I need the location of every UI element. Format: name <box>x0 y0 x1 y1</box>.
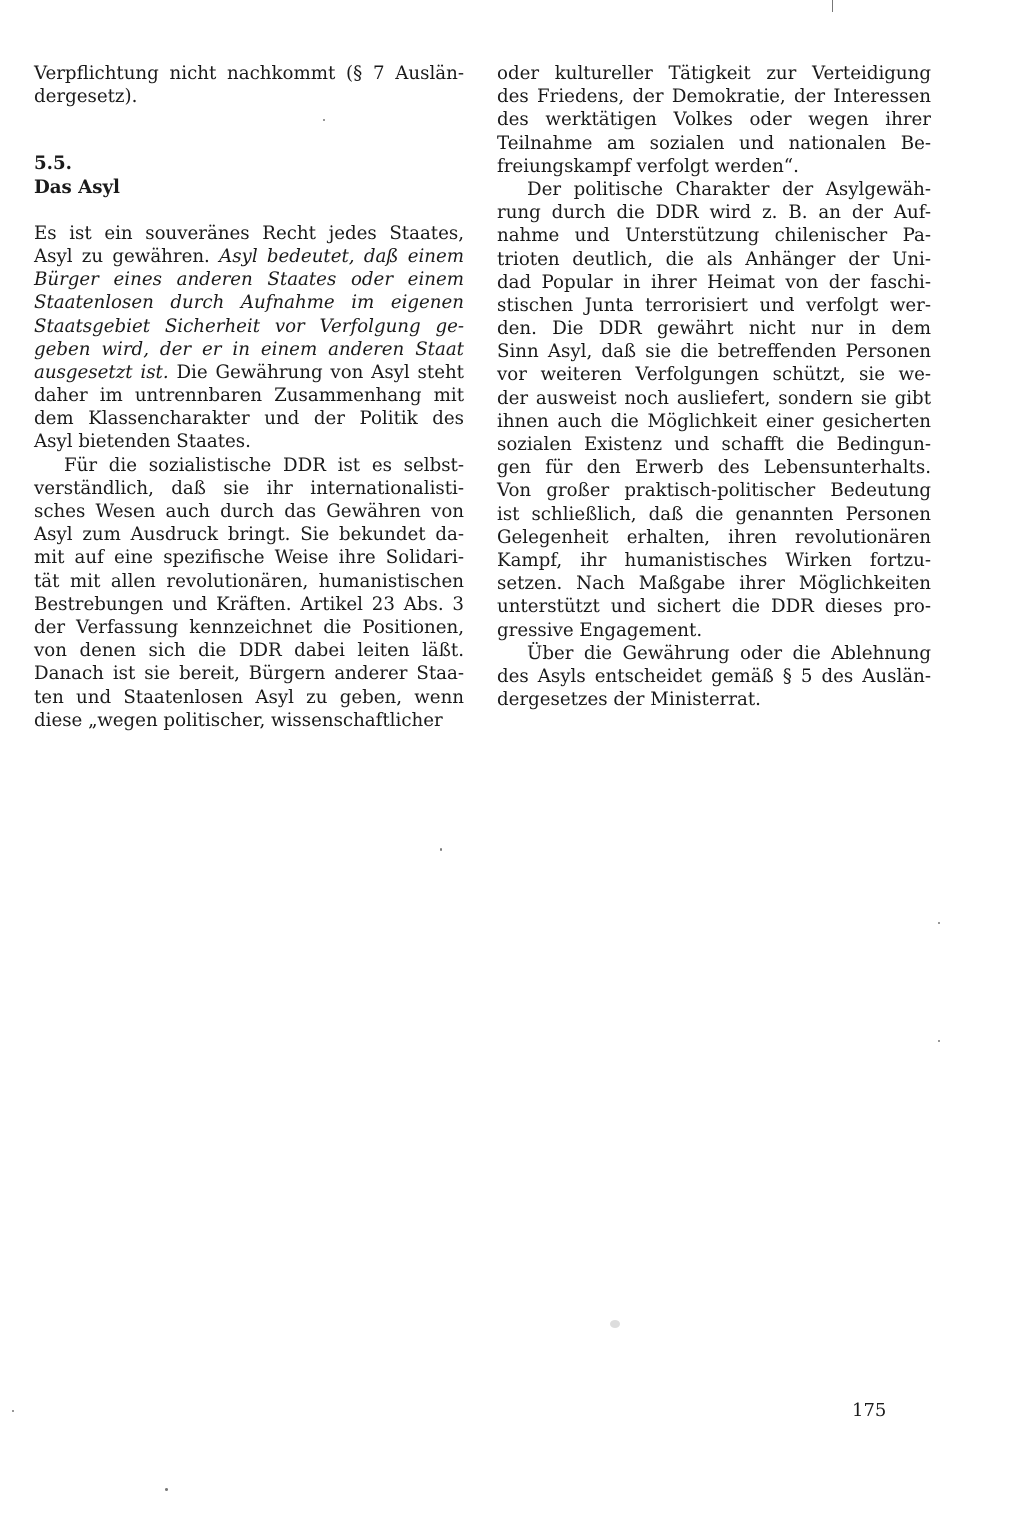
text-line: Teilnahme am sozialen und nationalen Be- <box>497 132 931 154</box>
scan-speck <box>12 1410 14 1412</box>
scan-speck <box>832 0 833 12</box>
text-segment: daher im untrennbaren Zusammenhang mit <box>34 385 464 407</box>
paragraph-quote-end <box>497 62 931 178</box>
text-line: ihnen auch die Möglichkeit einer gesicherten <box>497 410 931 432</box>
text-line: des werktätigen Volkes oder wegen ihrer <box>497 109 931 131</box>
text-line: freiungskampf verfolgt werden“. <box>497 155 799 177</box>
text-line: gen für den Erwerb des Lebensunterhalts. <box>497 457 931 479</box>
spacer <box>34 199 464 222</box>
text-line <box>34 222 464 245</box>
text-line: dad Popular in ihrer Heimat von der faschi- <box>497 271 931 293</box>
text-line: Kampf, ihr humanistisches Wirken fortzu- <box>497 549 931 571</box>
text-line: Für die sozialistische DDR ist es selbst- <box>64 454 464 476</box>
text-line: des Asyls entscheidet gemäß § 5 des Auslän- <box>497 665 931 687</box>
text-line: Der politische Charakter der Asylgewäh- <box>527 178 931 200</box>
left-column <box>34 62 464 732</box>
scan-speck <box>440 848 442 851</box>
scan-speck <box>165 1488 168 1491</box>
text-line: setzen. Nach Maßgabe ihrer Möglichkeiten <box>497 573 931 595</box>
italic-text: Staatsgebiet Sicherheit vor Verfolgung ge- <box>34 315 464 337</box>
text-line: dergesetzes der Ministerrat. <box>497 689 761 711</box>
text-line: dergesetz). <box>34 86 138 108</box>
italic-text: Bürger eines anderen Staates oder einem <box>34 269 464 291</box>
text-line: verständlich, daß sie ihr internationalisti- <box>34 477 464 499</box>
section-number: 5.5. <box>34 153 72 175</box>
text-line <box>34 384 464 407</box>
italic-text: ausgesetzt ist. <box>34 361 169 383</box>
text-segment: Asyl bietenden Staates. <box>34 431 251 453</box>
scan-speck <box>610 1320 620 1328</box>
text-line: sozialen Existenz und schafft die Bedingun- <box>497 434 931 455</box>
text-line: ist schließlich, daß die genannten Personen <box>497 503 931 525</box>
text-segment: Es ist ein souveränes Recht jedes Staates, <box>34 222 464 244</box>
text-line <box>34 291 464 314</box>
text-line <box>34 430 464 453</box>
italic-text: geben wird, der er in einem anderen Staat <box>34 338 464 360</box>
text-line: Über die Gewährung oder die Ablehnung <box>527 642 931 664</box>
right-column <box>497 62 931 711</box>
text-line: ten und Staatenlosen Asyl zu geben, wenn <box>34 686 464 708</box>
text-line: Sinn Asyl, daß sie die betreffenden Personen <box>497 341 931 363</box>
paragraph-political-character <box>497 178 931 642</box>
text-segment: Asyl zu gewähren. <box>34 245 220 267</box>
text-line: vor weiteren Verfolgungen schützt, sie we- <box>497 364 931 386</box>
text-line: der Verfassung kennzeichnet die Positionen, <box>34 616 464 638</box>
text-line: unterstützt und sichert die DDR dieses pro- <box>497 596 931 618</box>
text-line: des Friedens, der Demokratie, der Interessen <box>497 86 931 108</box>
text-line: der ausweist noch ausliefert, sondern sie gibt <box>497 387 931 409</box>
text-line <box>34 315 464 338</box>
text-line: tät mit allen revolutionären, humanistischen <box>34 570 464 592</box>
text-line: diese „wegen politischer, wissenschaftlicher <box>34 709 443 731</box>
scan-speck <box>938 922 940 924</box>
text-line: Danach ist sie bereit, Bürgern anderer Staa- <box>34 663 464 685</box>
text-line: Asyl zum Ausdruck bringt. Sie bekundet da- <box>34 524 464 546</box>
text-line: von denen sich die DDR dabei leiten läßt. <box>34 640 464 662</box>
page-number: 175 <box>852 1400 887 1421</box>
text-line: gressive Engagement. <box>497 619 703 641</box>
scan-speck <box>938 1040 940 1042</box>
italic-text: Asyl bedeutet, daß einem <box>219 245 464 267</box>
section-title: Das Asyl <box>34 176 120 198</box>
text-line <box>34 361 464 384</box>
text-line: Bestrebungen und Kräften. Artikel 23 Abs. 3 <box>34 593 464 615</box>
text-line: Von großer praktisch-politischer Bedeutung <box>497 480 931 502</box>
spacer <box>34 108 464 152</box>
text-line: mit auf eine spezifische Weise ihre Solidari- <box>34 547 464 569</box>
text-line <box>34 268 464 291</box>
text-line <box>34 407 464 430</box>
italic-text: Staatenlosen durch Aufnahme im eigenen <box>34 292 464 314</box>
text-line: stischen Junta terrorisiert und verfolgt wer- <box>497 294 931 316</box>
paragraph-ddr-asyl <box>34 454 464 732</box>
paragraph-decision <box>497 642 931 712</box>
text-line: rung durch die DDR wird z. B. an der Auf- <box>497 202 931 224</box>
text-line: trioten deutlich, die als Anhänger der Uni- <box>497 248 931 270</box>
text-line: Verpflichtung nicht nachkommt (§ 7 Auslän- <box>34 63 464 84</box>
scan-speck <box>323 119 325 121</box>
text-line: den. Die DDR gewährt nicht nur in dem <box>497 318 931 340</box>
paragraph-asyl-definition <box>34 222 464 454</box>
text-line: oder kultureller Tätigkeit zur Verteidigung <box>497 63 931 84</box>
text-line: Gelegenheit erhalten, ihren revolutionären <box>497 526 931 548</box>
text-segment: dem Klassencharakter und der Politik des <box>34 408 464 430</box>
text-line: nahme und Unterstützung chilenischer Pa- <box>497 225 931 247</box>
text-segment: Die Gewährung von Asyl steht <box>168 361 464 383</box>
text-line <box>34 338 464 361</box>
text-line <box>34 245 464 268</box>
text-line: sches Wesen auch durch das Gewähren von <box>34 501 464 522</box>
